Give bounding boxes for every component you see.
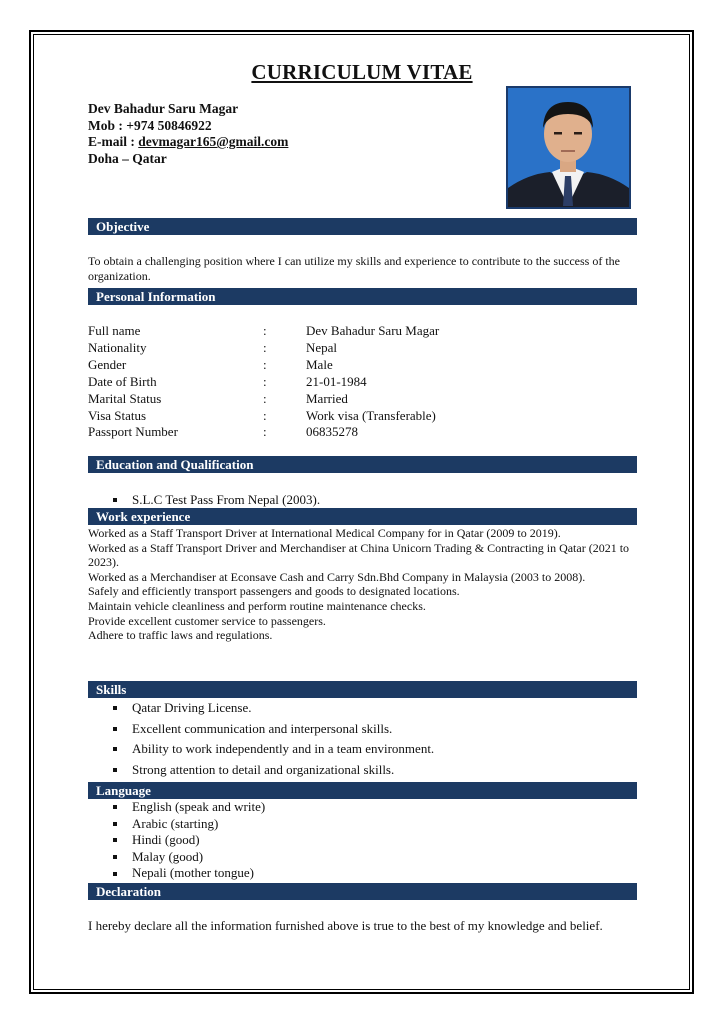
section-header-education: Education and Qualification (88, 456, 637, 473)
work-experience-item: Safely and efficiently transport passengers and goods to designated locations. (88, 584, 460, 599)
personal-info-colon: : (263, 407, 267, 423)
profile-photo (506, 86, 631, 209)
personal-info-value: 21-01-1984 (306, 373, 367, 389)
personal-info-value: Nepal (306, 339, 338, 355)
contact-location: Doha – Qatar (88, 150, 167, 166)
language-item: Nepali (mother tongue) (88, 865, 265, 882)
language-item: Arabic (starting) (88, 816, 265, 833)
personal-info-label: Nationality (88, 339, 147, 355)
personal-info-label: Visa Status (88, 407, 147, 423)
skill-item: Ability to work independently and in a team environment. (88, 739, 434, 760)
work-experience-item: Worked as a Staff Transport Driver at International Medical Company for in Qatar (2009 to 2019). (88, 526, 561, 540)
personal-info-value: 06835278 (306, 424, 358, 440)
work-experience-item: Worked as a Staff Transport Driver and Merchandiser at China Unicorn Trading & Contracting in Qatar (2021 to 2023). (88, 540, 630, 570)
education-item: S.L.C Test Pass From Nepal (2003). (88, 491, 320, 508)
language-item: Malay (good) (88, 849, 265, 866)
language-item: Hindi (good) (88, 832, 265, 849)
section-header-declaration: Declaration (88, 883, 637, 900)
work-experience-item: Worked as a Merchandiser at Econsave Cash and Carry Sdn.Bhd Company in Malaysia (2003 to 2008). (88, 569, 586, 584)
personal-info-colon: : (263, 390, 267, 406)
personal-info-label: Marital Status (88, 390, 162, 406)
personal-info-value: Dev Bahadur Saru Magar (306, 323, 440, 338)
personal-info-label: Full name (88, 323, 141, 338)
personal-info-colon: : (263, 424, 267, 440)
contact-email-link[interactable]: devmagar165@gmail.com (138, 134, 289, 149)
profile-photo-portrait (508, 88, 629, 207)
personal-info-value: Work visa (Transferable) (306, 407, 436, 423)
personal-info-value: Married (306, 390, 348, 406)
personal-info-label: Passport Number (88, 424, 178, 440)
contact-block (88, 101, 288, 167)
contact-name: Dev Bahadur Saru Magar (88, 101, 239, 116)
document-title: CURRICULUM VITAE (251, 60, 473, 84)
personal-info-colon: : (263, 339, 267, 355)
language-list (88, 799, 265, 882)
personal-info-label: Gender (88, 356, 127, 372)
work-experience-item: Maintain vehicle cleanliness and perform routine maintenance checks. (88, 598, 426, 613)
language-item: English (speak and write) (88, 799, 265, 816)
skill-item: Strong attention to detail and organizational skills. (88, 760, 434, 781)
personal-info-colon: : (263, 356, 267, 372)
objective-text: To obtain a challenging position where I can utilize my skills and experience to contribute to the success of the organization. (88, 254, 621, 283)
declaration-text: I hereby declare all the information furnished above is true to the best of my knowledge and belief. (88, 918, 603, 933)
contact-email-row (88, 134, 288, 151)
work-experience-list (88, 526, 633, 643)
section-header-skills: Skills (88, 681, 637, 698)
personal-info-value: Male (306, 356, 333, 372)
skill-item: Qatar Driving License. (88, 698, 434, 719)
section-header-personal-information: Personal Information (88, 288, 637, 305)
personal-info-colon: : (263, 323, 267, 338)
section-header-objective: Objective (88, 218, 637, 235)
skill-item: Excellent communication and interpersonal skills. (88, 719, 434, 740)
work-experience-item: Adhere to traffic laws and regulations. (88, 628, 273, 643)
skills-list (88, 698, 434, 780)
personal-info-colon: : (263, 373, 267, 389)
education-list (88, 491, 320, 508)
contact-email-label: E-mail : (88, 134, 139, 149)
contact-mobile: Mob : +974 50846922 (88, 117, 212, 133)
work-experience-item: Provide excellent customer service to passengers. (88, 613, 326, 628)
personal-info-label: Date of Birth (88, 373, 157, 389)
section-header-work-experience: Work experience (88, 508, 637, 525)
section-header-language: Language (88, 782, 637, 799)
